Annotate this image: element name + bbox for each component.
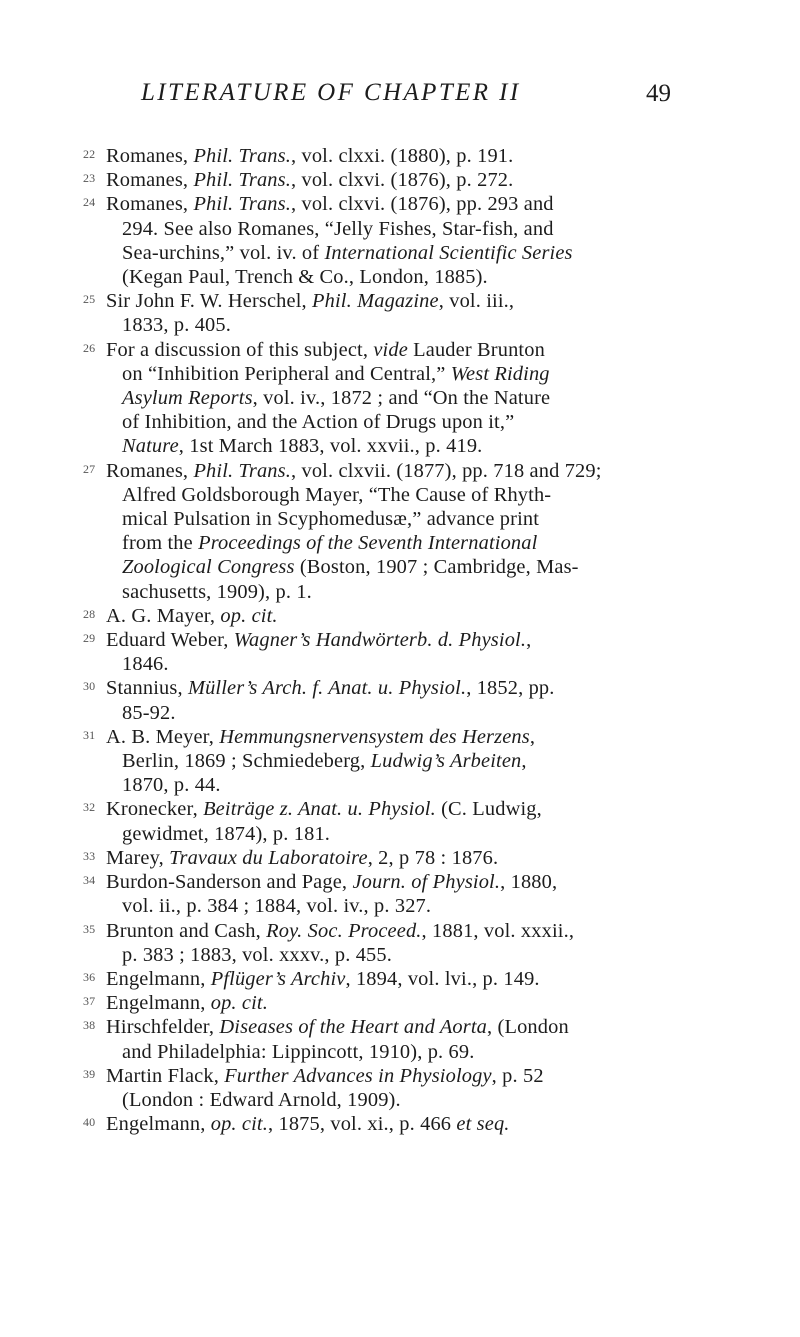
note-line: [106, 967, 661, 991]
text-segment: Engelmann,: [106, 1113, 211, 1136]
note-line: [106, 483, 661, 507]
note-line: [106, 1064, 661, 1088]
reference-note: [0, 628, 661, 676]
text-segment: (London : Edward Arnold, 1909).: [122, 1088, 401, 1111]
italic-segment: West Riding: [450, 362, 550, 385]
note-number: 26: [83, 340, 96, 355]
text-segment: , vol. clxxi. (1880), p. 191.: [291, 145, 514, 167]
note-number: 30: [83, 679, 96, 694]
italic-segment: Pflüger’s Archiv: [210, 967, 346, 990]
note-line: [106, 822, 661, 846]
text-segment: , 1880,: [500, 871, 558, 894]
note-line: [106, 507, 661, 531]
text-segment: , vol. clxvii. (1877), pp. 718 and 729;: [291, 459, 602, 482]
text-segment: Marey,: [106, 846, 170, 869]
note-number: 24: [83, 195, 96, 210]
note-line: [106, 604, 661, 628]
note-line: [106, 217, 661, 241]
note-line: [106, 943, 661, 967]
note-line: [106, 289, 661, 313]
text-segment: and Philadelphia: Lippincott, 1910), p. 69.: [122, 1040, 475, 1063]
italic-segment: International Scientific Series: [324, 241, 573, 264]
text-segment: mical Pulsation in Scyphomedusæ,” advance print: [122, 508, 540, 531]
text-segment: (C. Ludwig,: [435, 798, 542, 821]
reference-note: [0, 168, 661, 192]
reference-note: [0, 725, 661, 798]
italic-segment: Phil. Trans.: [193, 193, 291, 216]
text-segment: Burdon-Sanderson and Page,: [106, 871, 353, 894]
italic-segment: Asylum Reports: [122, 387, 253, 410]
text-segment: 85-92.: [122, 701, 176, 724]
note-line: [106, 1015, 661, 1039]
text-segment: Sea-urchins,” vol. iv. of: [122, 241, 325, 264]
italic-segment: Diseases of the Heart and Aorta: [219, 1016, 488, 1039]
note-line: [106, 144, 661, 168]
text-segment: ,: [526, 629, 532, 652]
note-line: [106, 1112, 661, 1136]
reference-note: [0, 459, 661, 604]
page-header: [0, 79, 800, 119]
text-segment: , 2, p 78 : 1876.: [367, 846, 499, 869]
reference-note: [0, 604, 661, 628]
note-line: [106, 580, 661, 604]
text-segment: 1833, p. 405.: [122, 314, 232, 337]
text-segment: vol. ii., p. 384 ; 1884, vol. iv., p. 327.: [122, 895, 432, 918]
text-segment: (Boston, 1907 ; Cambridge, Mas-: [294, 556, 579, 579]
note-line: [106, 241, 661, 265]
note-line: [106, 338, 661, 362]
text-segment: 294. See also Romanes, “Jelly Fishes, Star-fish, and: [122, 217, 554, 240]
text-segment: Martin Flack,: [106, 1064, 225, 1087]
note-line: [106, 1040, 661, 1064]
note-number: 36: [83, 969, 96, 984]
italic-segment: Hemmungsnervensystem des Herzens: [219, 725, 530, 748]
text-segment: Brunton and Cash,: [106, 919, 267, 942]
text-segment: ,: [529, 725, 536, 748]
text-segment: Berlin, 1869 ; Schmiedeberg,: [122, 750, 371, 773]
reference-note: [0, 991, 661, 1015]
text-segment: Stannius,: [106, 677, 188, 700]
text-segment: Eduard Weber,: [106, 629, 234, 652]
note-line: [106, 773, 661, 797]
note-number: 38: [83, 1018, 96, 1033]
note-number: 29: [83, 631, 96, 646]
text-segment: , 1894, vol. lvi., p. 149.: [345, 967, 540, 990]
note-line: [106, 410, 661, 434]
reference-note: [0, 919, 661, 967]
text-segment: Sir John F. W. Herschel,: [106, 290, 313, 313]
italic-segment: vide: [373, 338, 408, 361]
italic-segment: Wagner’s Handwörterb. d. Physiol.: [233, 629, 527, 652]
italic-segment: Zoological Congress: [122, 556, 295, 579]
note-line: [106, 870, 661, 894]
text-segment: p. 383 ; 1883, vol. xxxv., p. 455.: [122, 943, 392, 966]
italic-segment: Nature: [122, 435, 179, 458]
note-line: [106, 362, 661, 386]
reference-note: [0, 1015, 661, 1063]
reference-note: [0, 797, 661, 845]
text-segment: Engelmann,: [106, 967, 211, 990]
italic-segment: Proceedings of the Seventh International: [198, 532, 538, 555]
text-segment: Lauder Brunton: [407, 338, 545, 361]
note-line: [106, 459, 661, 483]
note-number: 27: [83, 461, 96, 476]
italic-segment: Journ. of Physiol.: [352, 871, 501, 894]
reference-note: [0, 1112, 661, 1136]
italic-segment: Phil. Trans.: [193, 169, 291, 192]
text-segment: ,: [521, 750, 527, 773]
italic-segment: op. cit.: [210, 992, 268, 1015]
text-segment: Kronecker,: [106, 798, 204, 821]
italic-segment: Phil. Magazine: [312, 290, 439, 313]
note-line: [106, 797, 661, 821]
running-title: LITERATURE OF CHAPTER II: [141, 79, 521, 106]
text-segment: Engelmann,: [106, 992, 211, 1015]
note-number: 35: [83, 921, 96, 936]
reference-note: [0, 1064, 661, 1112]
text-segment: , p. 52: [491, 1064, 544, 1087]
text-segment: , vol. clxvi. (1876), pp. 293 and: [291, 193, 554, 216]
text-segment: 1846.: [122, 653, 169, 676]
note-number: 25: [83, 292, 96, 307]
note-number: 39: [83, 1066, 96, 1081]
italic-segment: Phil. Trans.: [193, 145, 291, 167]
reference-note: [0, 144, 661, 168]
note-line: [106, 531, 661, 555]
reference-note: [0, 338, 661, 459]
note-line: [106, 168, 661, 192]
text-segment: (Kegan Paul, Trench & Co., London, 1885).: [122, 266, 488, 289]
text-segment: on “Inhibition Peripheral and Central,”: [122, 362, 451, 385]
text-segment: sachusetts, 1909), p. 1.: [122, 580, 312, 603]
reference-note: [0, 676, 661, 724]
reference-note: [0, 967, 661, 991]
italic-segment: Beiträge z. Anat. u. Physiol.: [203, 798, 436, 821]
text-segment: from the: [122, 532, 199, 555]
text-segment: Romanes,: [106, 459, 194, 482]
text-segment: A. B. Meyer,: [106, 725, 220, 748]
note-line: [106, 313, 661, 337]
note-line: [106, 265, 661, 289]
note-line: [106, 1088, 661, 1112]
note-number: 31: [83, 727, 96, 742]
text-segment: 1870, p. 44.: [122, 774, 221, 797]
italic-segment: Travaux du Laboratoire: [169, 846, 368, 869]
reference-note: [0, 192, 661, 289]
notes-list: [0, 144, 800, 1136]
note-line: [106, 991, 661, 1015]
italic-segment: Phil. Trans.: [193, 459, 291, 482]
note-line: [106, 749, 661, 773]
note-number: 34: [83, 873, 96, 888]
note-number: 23: [83, 171, 96, 186]
note-number: 32: [83, 800, 96, 815]
note-line: [106, 434, 661, 458]
italic-segment: Further Advances in Physiology: [224, 1064, 492, 1087]
note-line: [106, 846, 661, 870]
note-line: [106, 725, 661, 749]
page-number: 49: [646, 80, 671, 107]
note-line: [106, 894, 661, 918]
text-segment: For a discussion of this subject,: [106, 338, 374, 361]
reference-note: [0, 870, 661, 918]
note-line: [106, 701, 661, 725]
note-line: [106, 192, 661, 216]
italic-segment: et seq.: [456, 1113, 510, 1136]
italic-segment: Roy. Soc. Proceed.: [266, 919, 422, 942]
text-segment: , 1852, pp.: [466, 677, 555, 700]
text-segment: , 1875, vol. xi., p. 466: [267, 1113, 457, 1136]
italic-segment: op. cit.: [220, 604, 278, 627]
note-line: [106, 652, 661, 676]
note-line: [106, 628, 661, 652]
note-line: [106, 555, 661, 579]
text-segment: , vol. iii.,: [438, 290, 515, 313]
text-segment: gewidmet, 1874), p. 181.: [122, 822, 331, 845]
text-segment: Romanes,: [106, 169, 194, 192]
text-segment: Alfred Goldsborough Mayer, “The Cause of Rhyth-: [122, 483, 552, 506]
note-number: 37: [83, 994, 96, 1009]
note-number: 33: [83, 848, 96, 863]
italic-segment: Müller’s Arch. f. Anat. u. Physiol.: [187, 677, 467, 700]
italic-segment: Ludwig’s Arbeiten: [370, 750, 522, 773]
text-segment: Romanes,: [106, 145, 194, 167]
text-segment: , 1881, vol. xxxii.,: [421, 919, 575, 942]
italic-segment: op. cit.: [210, 1113, 268, 1136]
text-segment: , vol. iv., 1872 ; and “On the Nature: [252, 387, 551, 410]
text-segment: Romanes,: [106, 193, 194, 216]
note-number: 40: [83, 1115, 96, 1130]
note-line: [106, 919, 661, 943]
text-segment: , 1st March 1883, vol. xxvii., p. 419.: [178, 435, 483, 458]
text-segment: , vol. clxvi. (1876), p. 272.: [291, 169, 514, 192]
text-segment: A. G. Mayer,: [106, 604, 221, 627]
note-line: [106, 386, 661, 410]
text-segment: , (London: [487, 1016, 569, 1039]
note-number: 28: [83, 606, 96, 621]
text-segment: of Inhibition, and the Action of Drugs upon it,”: [122, 411, 515, 434]
reference-note: [0, 289, 661, 337]
reference-note: [0, 846, 661, 870]
note-line: [106, 676, 661, 700]
text-segment: Hirschfelder,: [106, 1016, 220, 1039]
note-number: 22: [83, 147, 96, 161]
